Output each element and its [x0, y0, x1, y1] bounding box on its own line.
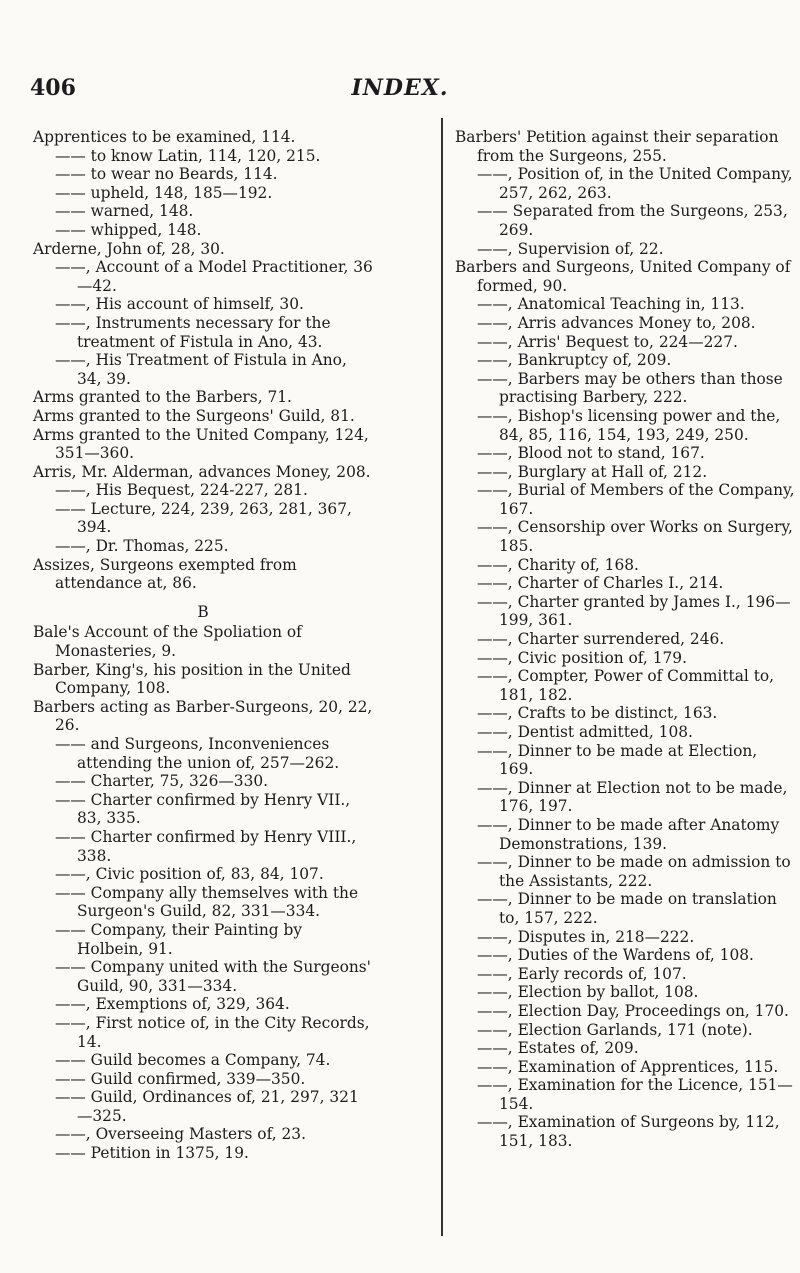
index-subentry: ——, Arris' Bequest to, 224—227.: [477, 332, 738, 351]
index-subentry: ——, Duties of the Wardens of, 108.: [477, 946, 754, 965]
index-subentry: —— Guild, Ordinances of, 21, 297, 321—325.: [55, 1088, 359, 1125]
index-subentry: ——, Bankruptcy of, 209.: [477, 351, 672, 370]
index-subentry: —— Charter confirmed by Henry VII., 83, 335.: [55, 790, 351, 828]
index-subentry: —— Guild becomes a Company, 74.: [55, 1051, 331, 1070]
page-title: INDEX.: [351, 75, 449, 101]
index-subentry: —— Company united with the Surgeons' Guild, 90, 331—334.: [55, 958, 371, 995]
index-subentry: ——, Arris advances Money to, 208.: [477, 313, 756, 332]
index-subentry: ——, Compter, Power of Committal to, 181, 182.: [477, 667, 775, 704]
index-subentry: —— Separated from the Surgeons, 253, 269.: [477, 202, 788, 239]
index-entry: Assizes, Surgeons exempted from attendance at, 86.: [33, 555, 297, 593]
index-entry: Barbers acting as Barber-Surgeons, 20, 22, 26.: [33, 697, 373, 735]
index-entry: Apprentices to be examined, 114.: [33, 128, 296, 146]
index-entry: Arderne, John of, 28, 30.: [33, 239, 225, 258]
index-subentry: ——, Anatomical Teaching in, 113.: [477, 295, 745, 314]
index-subentry: ——, His account of himself, 30.: [55, 295, 304, 314]
index-subentry: ——, Election by ballot, 108.: [477, 983, 699, 1002]
index-subentry: —— Charter confirmed by Henry VIII., 338.: [55, 827, 357, 865]
index-subentry: ——, Examination for the Licence, 151—154.: [477, 1076, 793, 1113]
index-entry: Barber, King's, his position in the United Company, 108.: [33, 660, 351, 698]
index-subentry: —— Company, their Painting by Holbein, 91.: [55, 920, 303, 958]
index-subentry: ——, Charter granted by James I., 196—199, 361.: [477, 592, 791, 630]
index-subentry: ——, Dinner to be made on admission to the Assistants, 222.: [477, 853, 791, 890]
index-subentry: ——, Examination of Surgeons by, 112, 151, 183.: [477, 1113, 780, 1151]
index-subentry: —— Company ally themselves with the Surgeon's Guild, 82, 331—334.: [55, 883, 359, 921]
index-subentry: ——, Estates of, 209.: [477, 1039, 639, 1058]
index-entry: Arms granted to the Surgeons' Guild, 81.: [33, 406, 355, 425]
index-subentry: ——, Bishop's licensing power and the, 84, 85, 116, 154, 193, 249, 250.: [477, 406, 781, 444]
page-header: [0, 75, 800, 105]
index-entry: Arms granted to the Barbers, 71.: [33, 388, 292, 407]
index-subentry: —— and Surgeons, Inconveniences attending the union of, 257—262.: [55, 735, 340, 772]
column-divider: [441, 118, 443, 1236]
index-subentry: ——, Burglary at Hall of, 212.: [477, 462, 708, 481]
index-subentry: ——, Dinner to be made on translation to, 157, 222.: [477, 890, 777, 927]
index-subentry: ——, Charter of Charles I., 214.: [477, 574, 724, 593]
index-subentry: ——, Censorship over Works on Surgery, 185.: [477, 518, 793, 556]
index-subentry: ——, Dinner to be made at Election, 169.: [477, 741, 758, 779]
index-subentry: ——, Burial of Members of the Company, 167.: [477, 481, 795, 518]
index-subentry: ——, Dentist admitted, 108.: [477, 723, 693, 741]
index-subentry: ——, Charter surrendered, 246.: [477, 630, 725, 649]
index-subentry: ——, Position of, in the United Company, 257, 262, 263.: [477, 165, 793, 202]
index-subentry: ——, Early records of, 107.: [477, 964, 687, 983]
index-entry: Barbers and Surgeons, United Company of formed, 90.: [455, 258, 791, 295]
index-column-left: [33, 128, 373, 1163]
index-subentry: —— Lecture, 224, 239, 263, 281, 367, 394.: [55, 499, 352, 537]
page-number: 406: [30, 75, 76, 101]
index-subentry: —— upheld, 148, 185—192.: [55, 183, 273, 202]
index-subentry: ——, Supervision of, 22.: [477, 239, 664, 258]
index-subentry: ——, Exemptions of, 329, 364.: [55, 995, 290, 1014]
index-subentry: —— Petition in 1375, 19.: [55, 1144, 249, 1163]
index-subentry: ——, Blood not to stand, 167.: [477, 444, 705, 463]
index-subentry: ——, Instruments necessary for the treatment of Fistula in Ano, 43.: [55, 313, 331, 351]
index-subentry: ——, Account of a Model Practitioner, 36—42.: [55, 258, 373, 295]
index-entry: Barbers' Petition against their separation from the Surgeons, 255.: [455, 128, 779, 165]
index-subentry: ——, First notice of, in the City Records, 14.: [55, 1013, 370, 1051]
index-subentry: ——, Disputes in, 218—222.: [477, 927, 695, 946]
index-subentry: —— Guild confirmed, 339—350.: [55, 1069, 306, 1088]
index-subentry: ——, Examination of Apprentices, 115.: [477, 1057, 779, 1076]
index-entry: Arris, Mr. Alderman, advances Money, 208.: [33, 462, 371, 481]
index-subentry: ——, His Treatment of Fistula in Ano, 34, 39.: [55, 351, 347, 388]
index-entry: Bale's Account of the Spoliation of Monasteries, 9.: [33, 623, 302, 661]
index-column-right: [455, 128, 795, 1151]
index-subentry: ——, Dinner at Election not to be made, 176, 197.: [477, 778, 788, 816]
index-subentry: ——, Dr. Thomas, 225.: [55, 537, 229, 556]
index-subentry: —— Charter, 75, 326—330.: [55, 772, 269, 791]
index-subentry: —— to wear no Beards, 114.: [55, 165, 278, 184]
index-subentry: —— warned, 148.: [55, 202, 194, 221]
index-subentry: ——, Civic position of, 179.: [477, 648, 687, 667]
index-subentry: ——, His Bequest, 224-227, 281.: [55, 481, 308, 500]
index-subentry: ——, Civic position of, 83, 84, 107.: [55, 865, 324, 884]
index-subentry: ——, Election Garlands, 171 (note).: [477, 1020, 753, 1039]
index-subentry: —— to know Latin, 114, 120, 215.: [55, 146, 321, 165]
index-subentry: ——, Election Day, Proceedings on, 170.: [477, 1001, 789, 1020]
index-subentry: ——, Charity of, 168.: [477, 555, 639, 574]
index-subentry: —— whipped, 148.: [55, 220, 202, 239]
index-subentry: ——, Dinner to be made after Anatomy Demonstrations, 139.: [477, 815, 780, 853]
index-subentry: ——, Overseeing Masters of, 23.: [55, 1125, 306, 1144]
section-letter: B: [197, 602, 209, 621]
index-entry: Arms granted to the United Company, 124, 351—360.: [33, 425, 369, 463]
index-subentry: ——, Barbers may be others than those practising Barbery, 222.: [477, 369, 783, 407]
index-subentry: ——, Crafts to be distinct, 163.: [477, 704, 718, 723]
